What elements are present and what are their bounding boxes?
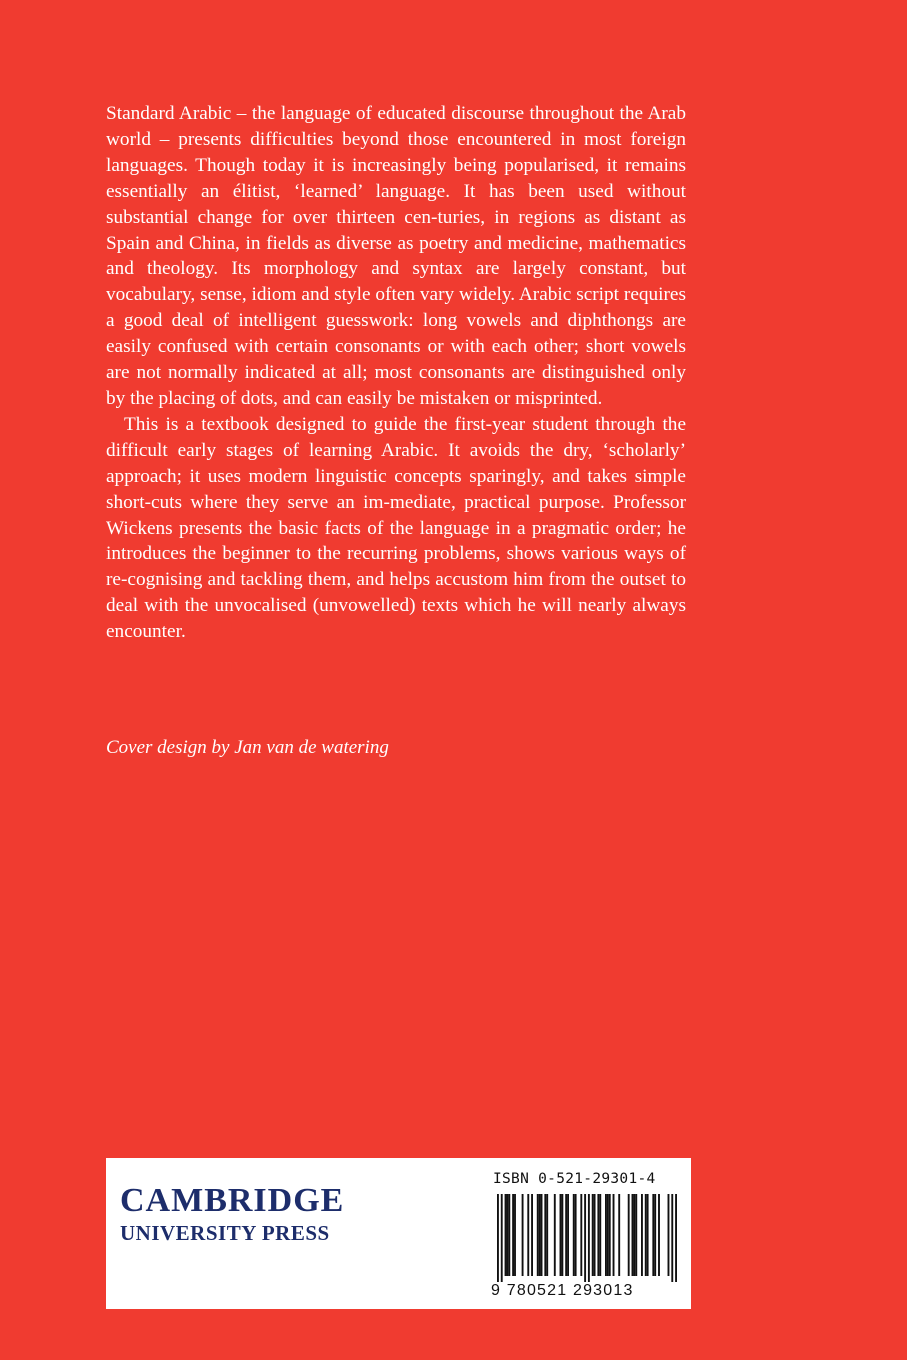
barcode-bar (647, 1194, 649, 1276)
barcode-bar (675, 1194, 677, 1282)
barcode-bar (531, 1194, 533, 1276)
barcode-bar (588, 1194, 590, 1282)
barcode-bar (537, 1194, 539, 1276)
barcode-bar (613, 1194, 615, 1276)
barcode-bar (668, 1194, 670, 1276)
barcode-bar (573, 1194, 575, 1276)
barcode-bar (594, 1194, 596, 1276)
barcode-bar (546, 1194, 548, 1276)
barcode-bar (539, 1194, 541, 1276)
imprint-box (106, 1158, 691, 1309)
barcode-bar (658, 1194, 660, 1276)
barcode-bar (544, 1194, 546, 1276)
barcode-bar (584, 1194, 586, 1282)
barcode-bar (641, 1194, 643, 1276)
barcode-bar (512, 1194, 514, 1276)
barcode-bar (508, 1194, 510, 1276)
barcode-bar (654, 1194, 656, 1276)
barcode-bar (561, 1194, 563, 1276)
isbn-label: ISBN 0-521-29301-4 (493, 1171, 656, 1187)
barcode-bar (607, 1194, 609, 1276)
barcode-bar (560, 1194, 562, 1276)
barcode-bar (541, 1194, 543, 1276)
barcode-bar (633, 1194, 635, 1276)
barcode-icon (497, 1194, 677, 1282)
barcode-bar (565, 1194, 567, 1276)
barcode-bar (497, 1194, 499, 1282)
barcode-bar (506, 1194, 508, 1276)
barcode-bar (580, 1194, 582, 1276)
ean-digits: 9 780521 293013 (491, 1282, 634, 1299)
barcode-bar (599, 1194, 601, 1276)
barcode-bar (645, 1194, 647, 1276)
barcode-bar (628, 1194, 630, 1276)
barcode-bar (635, 1194, 637, 1276)
barcode-bar (605, 1194, 607, 1276)
barcode-bar (592, 1194, 594, 1276)
publisher-subtitle: UNIVERSITY PRESS (120, 1221, 330, 1245)
barcode-bar (652, 1194, 654, 1276)
barcode-bar (671, 1194, 673, 1282)
book-description (106, 101, 686, 645)
barcode-bar (522, 1194, 524, 1276)
publisher-logo (120, 1184, 344, 1246)
barcode-area (491, 1170, 681, 1302)
publisher-name: CAMBRIDGE (120, 1182, 345, 1219)
barcode-bar (527, 1194, 529, 1276)
barcode-bar (501, 1194, 503, 1282)
description-paragraph-2: This is a textbook designed to guide the first-year student through the difficult early stages of learning Arabic. It avoids the dry, ‘scholarly’ approach; it uses modern linguistic concepts sparingly, and takes simple short-cuts where they serve an im-mediate, practical purpose. Professor Wickens presents the basic facts of the language in a pragmatic order; he introduces the beginner to the recurring problems, shows various ways of re-cognising and tackling them, and helps accustom him from the outset to deal with the unvocalised (unvowelled) texts which he will nearly always encounter. (106, 413, 686, 643)
barcode-bar (618, 1194, 620, 1276)
barcode-bar (554, 1194, 556, 1276)
barcode-bar (609, 1194, 611, 1276)
description-paragraph-1: Standard Arabic – the language of educated discourse throughout the Arab world – presents difficulties beyond those encountered in most foreign languages. Though today it is increasingly being popularised, it remains essentially an élitist, ‘learned’ language. It has been used without substantial change for over thirteen cen-turies, in regions as distant as Spain and China, in fields as diverse as poetry and medicine, mathematics and theology. Its morphology and syntax are largely constant, but vocabulary, sense, idiom and style often vary widely. Arabic script requires a good deal of intelligent guesswork: long vowels and diphthongs are easily confused with certain consonants or with each other; short vowels are not normally indicated at all; most consonants are distinguished only by the placing of dots, and can easily be mistaken or misprinted. (106, 103, 686, 409)
barcode-bar (575, 1194, 577, 1276)
barcode-bar (632, 1194, 634, 1276)
cover-design-credit: Cover design by Jan van de watering (106, 737, 389, 758)
barcode-bar (597, 1194, 599, 1276)
barcode-bar (514, 1194, 516, 1276)
barcode-bar (505, 1194, 507, 1276)
barcode-bar (567, 1194, 569, 1276)
